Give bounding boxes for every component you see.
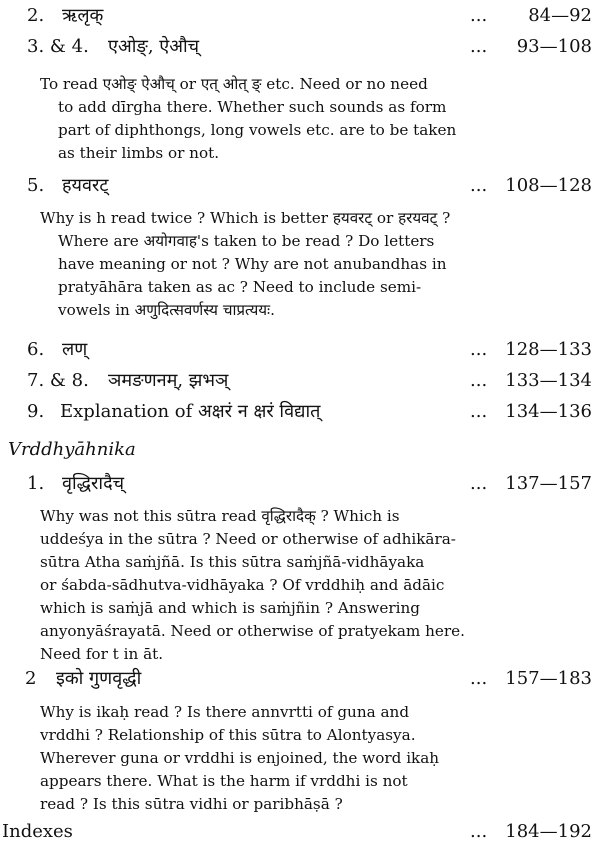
description-line: To read एओङ् ऐऔच् or एत् ओत् ङ् etc. Need or no need (40, 75, 428, 93)
description-line: Wherever guna or vrddhi is enjoined, the word ikaḥ (40, 749, 440, 767)
description-line: Why is ikaḥ read ? Is there annvrtti of guna and (40, 703, 410, 721)
toc-entry (0, 33, 600, 61)
description-line: vowels in अणुदित्सवर्णस्य चाप्रत्ययः. (58, 301, 275, 319)
toc-entry (0, 470, 600, 498)
description-line: part of diphthongs, long vowels etc. are to be taken (58, 121, 457, 139)
entry-number: 9. (27, 401, 45, 422)
entry-description (40, 73, 456, 165)
entry-description (40, 701, 439, 816)
section-heading: Vrddhyāhnika (8, 439, 136, 460)
description-line: which is saṁjā and which is saṁjñin ? Answering (40, 599, 421, 617)
dot-leader: ... (470, 370, 488, 391)
entry-number: 2. (27, 5, 45, 26)
entry-title: वृद्धिरादैच् (62, 473, 125, 494)
entry-title: हयवरट् (62, 175, 109, 196)
entry-title: ञमङणनम्, झभञ् (108, 370, 229, 391)
description-line: Why is h read twice ? Which is better हयवरट् or हरयवट् ? (40, 209, 451, 227)
entry-title: लण् (62, 339, 88, 360)
description-line: anyonyāśrayatā. Need or otherwise of pratyekam here. (40, 622, 465, 640)
description-line: appears there. What is the harm if vrddhi is not (40, 772, 408, 790)
description-line: vrddhi ? Relationship of this sūtra to Alontyasya. (40, 726, 416, 744)
entry-number: 6. (27, 339, 45, 360)
description-line: uddeśya in the sūtra ? Need or otherwise of adhikāra- (40, 530, 456, 548)
entry-pages: 128—133 (505, 339, 592, 360)
entry-pages: 134—136 (505, 401, 592, 422)
entry-pages: 137—157 (505, 473, 592, 494)
description-line: read ? Is this sūtra vidhi or paribhāṣā ? (40, 795, 343, 813)
entry-pages: 93—108 (516, 36, 592, 57)
entry-number: 2 (25, 668, 37, 689)
description-line: or śabda-sādhutva-vidhāyaka ? Of vrddhiḥ and ādāic (40, 576, 445, 594)
description-line: Need for t in āt. (40, 645, 164, 663)
description-line: as their limbs or not. (58, 144, 220, 162)
toc-entry (0, 172, 600, 200)
entry-pages: 108—128 (505, 175, 592, 196)
toc-entry (0, 367, 600, 395)
toc-entry (0, 336, 600, 364)
entry-title: Explanation of अक्षरं न क्षरं विद्यात् (60, 401, 321, 422)
entry-title: एओङ्, ऐऔच् (108, 36, 200, 57)
entry-pages: 84—92 (528, 5, 592, 26)
description-line: Where are अयोगवाह's taken to be read ? Do letters (58, 232, 435, 250)
entry-pages: 157—183 (505, 668, 592, 689)
entry-pages: 184—192 (505, 821, 592, 842)
dot-leader: ... (470, 821, 488, 842)
entry-title: Indexes (2, 821, 73, 842)
description-line: to add dīrgha there. Whether such sounds as form (58, 98, 447, 116)
description-line: Why was not this sūtra read वृद्धिरादैक् ? Which is (40, 507, 400, 525)
entry-number: 1. (27, 473, 45, 494)
description-line: pratyāhāra taken as ac ? Need to include semi- (58, 278, 422, 296)
dot-leader: ... (470, 401, 488, 422)
entry-description (40, 505, 465, 666)
toc-entry-indexes (0, 818, 600, 846)
dot-leader: ... (470, 36, 488, 57)
toc-entry (0, 398, 600, 426)
dot-leader: ... (470, 339, 488, 360)
dot-leader: ... (470, 668, 488, 689)
entry-pages: 133—134 (505, 370, 592, 391)
description-line: sūtra Atha saṁjñā. Is this sūtra saṁjñā-vidhāyaka (40, 553, 425, 571)
entry-title: इको गुणवृद्धी (56, 668, 142, 689)
entry-number: 3. & 4. (27, 36, 89, 57)
description-line: have meaning or not ? Why are not anubandhas in (58, 255, 447, 273)
dot-leader: ... (470, 5, 488, 26)
dot-leader: ... (470, 473, 488, 494)
dot-leader: ... (470, 175, 488, 196)
entry-title: ऋलृक् (62, 5, 104, 26)
entry-description (40, 207, 450, 322)
entry-number: 5. (27, 175, 45, 196)
toc-entry (0, 665, 600, 693)
toc-entry (0, 2, 600, 30)
entry-number: 7. & 8. (27, 370, 89, 391)
